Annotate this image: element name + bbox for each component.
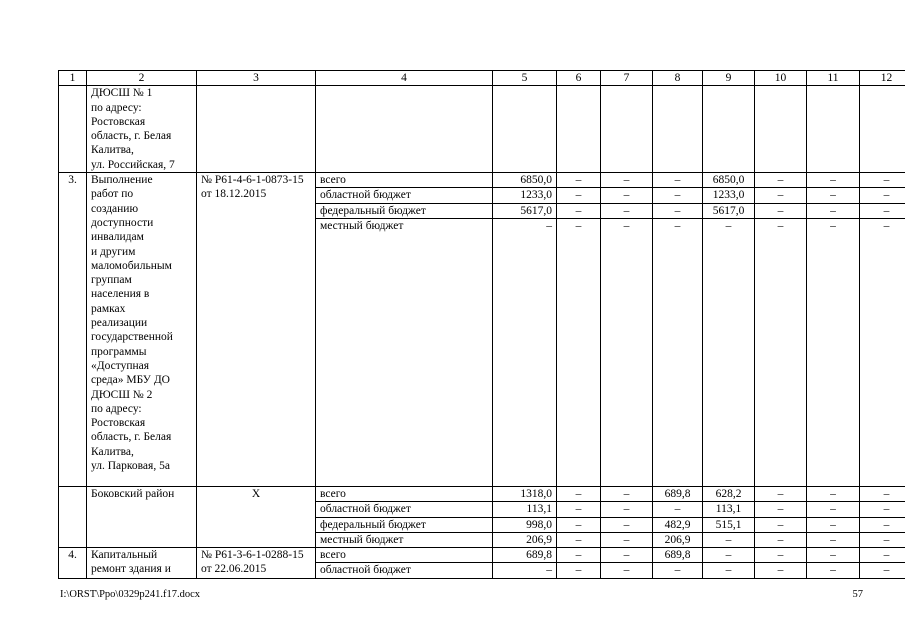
column-number: 3	[197, 71, 316, 86]
value-cell: –	[557, 532, 601, 547]
value-cell: –	[601, 188, 653, 203]
text-line: группам	[91, 274, 132, 287]
value-cell: –	[755, 203, 807, 218]
object-name	[87, 86, 197, 173]
value-cell: 6850,0	[703, 173, 755, 188]
value-cell: –	[860, 173, 905, 188]
text-line: и другим	[91, 245, 136, 258]
object-name: Боковский район	[87, 486, 197, 547]
table-row	[59, 173, 905, 188]
value-cell: –	[703, 548, 755, 563]
value-cell: 482,9	[653, 517, 703, 532]
text-line: Ростовская	[91, 115, 146, 128]
table-header-row	[59, 71, 905, 86]
value-cell: 689,8	[653, 486, 703, 501]
text-line: государственной	[91, 331, 173, 344]
value-cell: –	[807, 173, 860, 188]
column-number: 11	[807, 71, 860, 86]
text-line: среда» МБУ ДО	[91, 374, 170, 387]
text-line: ул. Парковая, 5а	[91, 460, 170, 473]
value-cell: –	[601, 563, 653, 578]
value-cell: –	[557, 548, 601, 563]
funding-source: всего	[316, 486, 493, 501]
value-cell: 206,9	[653, 532, 703, 547]
funding-source: областной бюджет	[316, 188, 493, 203]
text-line: от 18.12.2015	[201, 188, 267, 201]
text-line: Калитва,	[91, 144, 134, 157]
column-number: 5	[493, 71, 557, 86]
text-line: Капитальный	[91, 549, 158, 562]
funding-source: федеральный бюджет	[316, 203, 493, 218]
contract-cell: Х	[197, 486, 316, 547]
value-cell: –	[653, 563, 703, 578]
value-cell: –	[860, 188, 905, 203]
value-cell: –	[755, 173, 807, 188]
value-cell: 5617,0	[703, 203, 755, 218]
text-line: область, г. Белая	[91, 130, 172, 143]
text-line: область, г. Белая	[91, 431, 172, 444]
value-cell: –	[601, 532, 653, 547]
value-cell: –	[860, 548, 905, 563]
value-cell: –	[860, 502, 905, 517]
value-cell: –	[860, 517, 905, 532]
value-cell: 689,8	[493, 548, 557, 563]
row-number	[59, 486, 87, 547]
text-line: доступности	[91, 216, 154, 229]
text-line: Калитва,	[91, 445, 134, 458]
text-line: Ростовская	[91, 417, 146, 430]
value-cell: –	[703, 532, 755, 547]
footer-file-path: I:\ORST\Ppo\0329p241.f17.docx	[60, 589, 201, 600]
value-cell: –	[601, 517, 653, 532]
value-cell: –	[653, 188, 703, 203]
value-cell: 515,1	[703, 517, 755, 532]
value-cell: –	[860, 218, 905, 486]
value-cell: –	[755, 486, 807, 501]
value-cell: –	[755, 218, 807, 486]
value-cell: 113,1	[493, 502, 557, 517]
value-cell: –	[601, 502, 653, 517]
text-line: созданию	[91, 202, 139, 215]
value-cell: 206,9	[493, 532, 557, 547]
text-line: работ по	[91, 188, 134, 201]
funding-source: местный бюджет	[316, 532, 493, 547]
value-cell: 6850,0	[493, 173, 557, 188]
value-cell: 113,1	[703, 502, 755, 517]
value-cell: –	[557, 502, 601, 517]
text-line: от 22.06.2015	[201, 563, 267, 576]
text-line: «Доступная	[91, 359, 150, 372]
value-cell: –	[807, 188, 860, 203]
value-cell: –	[860, 203, 905, 218]
column-number: 7	[601, 71, 653, 86]
text-line: инвалидам	[91, 231, 144, 244]
value-cell: –	[755, 532, 807, 547]
value-cell: –	[601, 203, 653, 218]
text-line: ДЮСШ № 1	[91, 87, 153, 100]
text-line: программы	[91, 345, 147, 358]
column-number: 2	[87, 71, 197, 86]
text-line: реализации	[91, 317, 148, 330]
text-line: ДЮСШ № 2	[91, 388, 153, 401]
value-cell: –	[557, 173, 601, 188]
data-table	[58, 70, 905, 579]
column-number: 9	[703, 71, 755, 86]
value-cell: –	[807, 517, 860, 532]
value-cell: –	[653, 203, 703, 218]
text-line: ремонт здания и	[91, 563, 171, 576]
value-cell: –	[703, 563, 755, 578]
value-cell: –	[860, 486, 905, 501]
contract-cell	[197, 173, 316, 487]
funding-source: местный бюджет	[316, 218, 493, 486]
value-cell: –	[557, 203, 601, 218]
text-line: по адресу:	[91, 101, 142, 114]
value-cell: –	[703, 218, 755, 486]
object-name	[87, 173, 197, 487]
row-number: 3.	[59, 173, 87, 487]
table-row	[59, 486, 905, 501]
text-line: рамках	[91, 302, 126, 315]
value-cell: 1318,0	[493, 486, 557, 501]
table-row	[59, 86, 905, 173]
text-line: населения в	[91, 288, 150, 301]
funding-source: всего	[316, 548, 493, 563]
column-number: 1	[59, 71, 87, 86]
value-cell: –	[755, 502, 807, 517]
funding-source: всего	[316, 173, 493, 188]
value-cell: –	[807, 502, 860, 517]
text-line: ул. Российская, 7	[91, 158, 175, 171]
value-cell: –	[493, 563, 557, 578]
value-cell: –	[807, 486, 860, 501]
value-cell: 998,0	[493, 517, 557, 532]
value-cell: –	[653, 502, 703, 517]
value-cell: 5617,0	[493, 203, 557, 218]
text-line: маломобильным	[91, 259, 172, 272]
column-number: 12	[860, 71, 905, 86]
value-cell: –	[557, 188, 601, 203]
value-cell: –	[601, 173, 653, 188]
value-cell: –	[653, 173, 703, 188]
text-line: № Р61-4-6-1-0873-15	[201, 174, 304, 187]
value-cell: –	[755, 563, 807, 578]
value-cell: –	[755, 548, 807, 563]
value-cell: –	[601, 548, 653, 563]
row-number: 4.	[59, 548, 87, 579]
value-cell: –	[493, 218, 557, 486]
value-cell: –	[557, 517, 601, 532]
funding-source: областной бюджет	[316, 502, 493, 517]
funding-source: областной бюджет	[316, 563, 493, 578]
value-cell: –	[653, 218, 703, 486]
value-cell: 628,2	[703, 486, 755, 501]
footer-page-number: 57	[852, 589, 863, 600]
funding-source: федеральный бюджет	[316, 517, 493, 532]
column-number: 4	[316, 71, 493, 86]
value-cell: –	[557, 486, 601, 501]
column-number: 8	[653, 71, 703, 86]
value-cell: –	[601, 486, 653, 501]
contract-cell	[197, 548, 316, 579]
value-cell: 1233,0	[493, 188, 557, 203]
value-cell: –	[557, 218, 601, 486]
text-line: Выполнение	[91, 174, 153, 187]
value-cell: –	[807, 548, 860, 563]
column-number: 10	[755, 71, 807, 86]
text-line: № Р61-3-6-1-0288-15	[201, 549, 304, 562]
value-cell: –	[807, 218, 860, 486]
value-cell: 1233,0	[703, 188, 755, 203]
value-cell: –	[860, 563, 905, 578]
text-line: по адресу:	[91, 402, 142, 415]
value-cell: –	[755, 188, 807, 203]
value-cell: –	[807, 532, 860, 547]
value-cell: –	[601, 218, 653, 486]
value-cell: 689,8	[653, 548, 703, 563]
value-cell: –	[807, 203, 860, 218]
value-cell: –	[557, 563, 601, 578]
value-cell: –	[807, 563, 860, 578]
value-cell: –	[860, 532, 905, 547]
value-cell: –	[755, 517, 807, 532]
object-name	[87, 548, 197, 579]
table-row	[59, 548, 905, 563]
column-number: 6	[557, 71, 601, 86]
